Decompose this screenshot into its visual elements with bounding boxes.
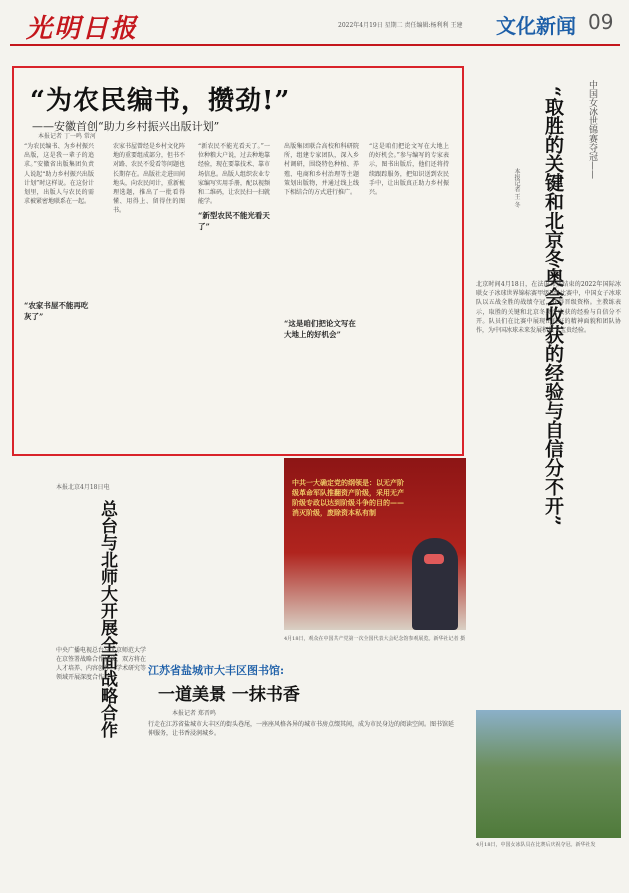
exhibit-plaque-text: 中共一大确定党的纲领是：以无产阶级革命军队推翻资产阶级，采用无产阶级专政以达到阶级斗争的目的——消灭阶级，废除资本私有制 bbox=[292, 478, 404, 517]
main-column-2: 农家书屋曾经是乡村文化阵地的重要组成部分，但书不对路、农民不爱看等问题也长期存在。出版社走进田间地头，向农民问计，重新梳理选题，推出了一批看得懂、用得上、留得住的图书。 bbox=[113, 143, 185, 215]
right-article-byline: 本报记者 王 冬 bbox=[513, 168, 520, 208]
park-photo bbox=[476, 710, 621, 838]
brief-title[interactable]: 总台与北师大开展全面战略合作 bbox=[97, 500, 117, 738]
right-article-text: 北京时间4月18日，在法国昂热结束的2022年国际冰联女子冰球世界锦标赛甲级B组比赛中，中国女子冰球队以五战全胜的战绩夺冠，获得晋级资格。主教练表示，取胜的关键和北京冬奥会收获的经验与自信分不开。队员们在比赛中展现出良好的精神面貌和团队协作，为中国冰球未来发展积累了宝贵经验。 bbox=[476, 281, 621, 335]
library-article-byline: 本报记者 郑晋鸣 bbox=[172, 710, 216, 717]
main-article-subtitle: ——安徽首创“助力乡村振兴出版计划” bbox=[32, 120, 220, 133]
exhibition-photo bbox=[284, 458, 466, 630]
photo-caption: 4月18日，观众在中国共产党第一次全国代表大会纪念馆参观展览。新华社记者 摄 bbox=[284, 636, 466, 642]
park-photo-caption: 4月18日，中国女冰队员在比赛后庆祝夺冠。新华社发 bbox=[476, 842, 596, 848]
masthead bbox=[0, 0, 629, 52]
section-title: 文化新闻 bbox=[496, 14, 576, 38]
newspaper-logo: 光明日报 bbox=[26, 14, 139, 44]
page-number: 09 bbox=[588, 10, 614, 34]
subhead-1: “农家书屋不能再吃灰了” bbox=[24, 301, 89, 321]
main-column-5: “这是咱们把论文写在大地上的好机会。”参与编写的专家表示，图书出版后，他们还将持续跟踪服务，把知识送到农民手中，让出版真正助力乡村振兴。 bbox=[369, 143, 449, 197]
subhead-2: “新型农民不能光看天了” bbox=[198, 211, 270, 231]
main-column-1: “为农民编书、为乡村振兴出版，这是我一辈子的追求。”安徽省出版集团负责人说起“助力乡村振兴出版计划”时这样说。在这份计划里，出版人与农民的需求被紧密地联系在一起。 bbox=[24, 143, 94, 206]
main-article-title[interactable]: “为农民编书，攒劲!” bbox=[30, 86, 291, 116]
dateline: 2022年4月19日 星期二 责任编辑:杨利利 王建 bbox=[338, 22, 463, 29]
brief-text: 中央广播电视总台与北京师范大学在京签署战略合作协议，双方将在人才培养、内容创作、学术研究等领域开展深度合作。 bbox=[56, 647, 146, 681]
library-article-text: 行走在江苏省盐城市大丰区的街头巷尾，一座座风格各异的城市书房点缀其间，成为市民身边的阅读空间。图书馆延伸服务，让书香浸润城乡。 bbox=[148, 721, 455, 737]
main-column-3: “新农民不能光看天了。”一位种粮大户说，过去种地靠经验，现在要靠技术、靠市场信息。出版人组织农业专家编写实用手册，配以视频和二维码，让农民扫一扫就能学。 bbox=[198, 143, 270, 206]
right-article-tag: 中国女冰世锦赛夺冠—— bbox=[587, 80, 597, 179]
header-divider bbox=[10, 44, 620, 46]
right-article-title[interactable]: “取胜的关键和北京冬奥会收获的经验与自信分不开” bbox=[542, 86, 564, 526]
library-article-title[interactable]: 一道美景 一抹书香 bbox=[158, 685, 300, 705]
brief-label: 本报北京4月18日电 bbox=[56, 484, 110, 491]
visitor-figure bbox=[412, 538, 458, 630]
face-mask bbox=[424, 554, 444, 564]
main-column-4: 出版集团联合高校和科研院所，组建专家团队，深入乡村调研，围绕特色种植、养殖、电商和乡村治理等主题策划出版物，并通过线上线下相结合的方式进行推广。 bbox=[284, 143, 359, 197]
library-article-kicker: 江苏省盐城市大丰区图书馆: bbox=[148, 664, 285, 677]
main-article-byline: 本报记者 丁一鸣 常河 bbox=[38, 133, 96, 140]
subhead-3: “这是咱们把论文写在大地上的好机会” bbox=[284, 319, 356, 339]
